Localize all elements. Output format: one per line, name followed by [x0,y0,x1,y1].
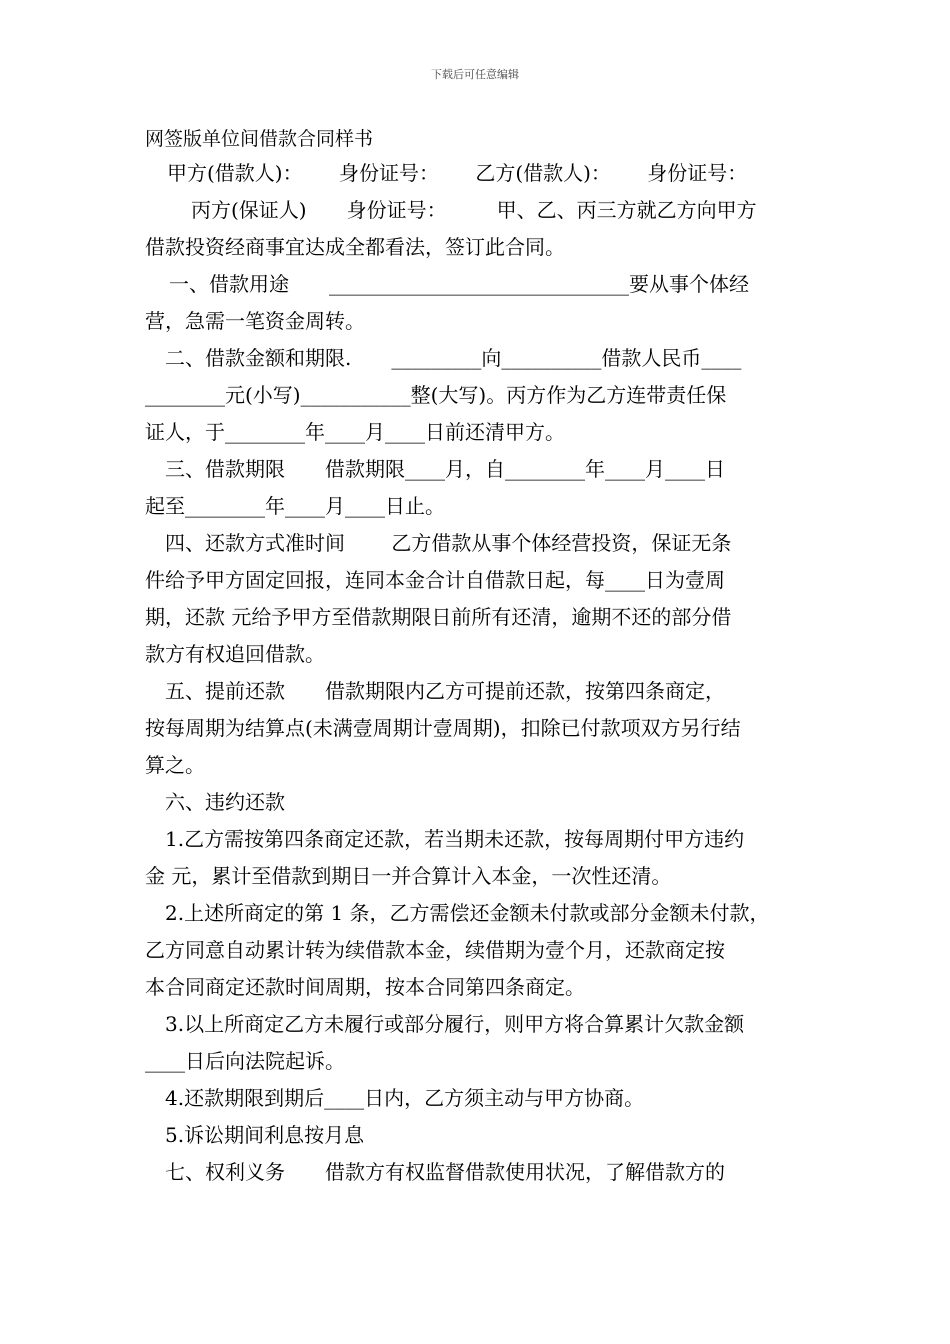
contract-line: 金 元，累计至借款到期日一并合算计入本金，一次性还清。 [145,864,672,888]
contract-line: 借款投资经商事宜达成全都看法，签订此合同。 [145,235,565,259]
contract-line: 营，急需一笔资金周转。 [145,309,365,333]
contract-line: 5.诉讼期间利息按月息 [165,1123,365,1147]
contract-line: 4.还款期限到期后____日内，乙方须主动与甲方协商。 [165,1086,645,1110]
document-title: 网签版单位间借款合同样书 [145,128,374,150]
contract-line: 六、违约还款 [165,790,285,814]
contract-line: 证人，于________年____月____日前还清甲方。 [145,420,565,444]
contract-line: ____日后向法院起诉。 [145,1049,345,1073]
contract-line: 丙方(保证人) 身份证号： 甲、乙、丙三方就乙方向甲方 [191,198,757,222]
contract-line: 起至________年____月____日止。 [145,494,445,518]
contract-line: 按每周期为结算点(未满壹周期计壹周期)，扣除已付款项双方另行结 [145,716,741,740]
contract-line: ________元(小写)___________整(大写)。丙方作为乙方连带责任保 [145,383,727,407]
contract-line: 甲方(借款人)： 身份证号： 乙方(借款人)： 身份证号： [167,161,748,185]
contract-line: 1.乙方需按第四条商定还款，若当期未还款，按每周期付甲方违约 [165,827,745,851]
contract-line: 2.上述所商定的第 1 条，乙方需偿还金额未付款或部分金额未付款， [165,901,770,925]
contract-line: 件给予甲方固定回报，连同本金合计自借款日起，每____日为壹周 [145,568,725,592]
contract-line: 3.以上所商定乙方未履行或部分履行，则甲方将合算累计欠款金额 [165,1012,745,1036]
contract-line: 期，还款 元给予甲方至借款期限日前所有还清，逾期不还的部分借 [145,605,732,629]
contract-body [145,155,810,1191]
contract-line: 算之。 [145,753,205,777]
contract-line: 款方有权追回借款。 [145,642,325,666]
contract-line: 二、借款金额和期限. _________向__________借款人民币____ [165,346,742,370]
contract-line: 五、提前还款 借款期限内乙方可提前还款，按第四条商定， [165,679,725,703]
contract-line: 本合同商定还款时间周期，按本合同第四条商定。 [145,975,585,999]
contract-line: 一、借款用途 ______________________________要从事个体经 [169,272,749,296]
contract-line: 七、权利义务 借款方有权监督借款使用状况，了解借款方的 [165,1160,725,1184]
page-header-note: 下载后可任意编辑 [431,68,519,81]
contract-line: 乙方同意自动累计转为续借款本金，续借期为壹个月，还款商定按 [145,938,725,962]
contract-line: 四、还款方式准时间 乙方借款从事个体经营投资，保证无条 [165,531,732,555]
contract-line: 三、借款期限 借款期限____月，自________年____月____日 [165,457,725,481]
